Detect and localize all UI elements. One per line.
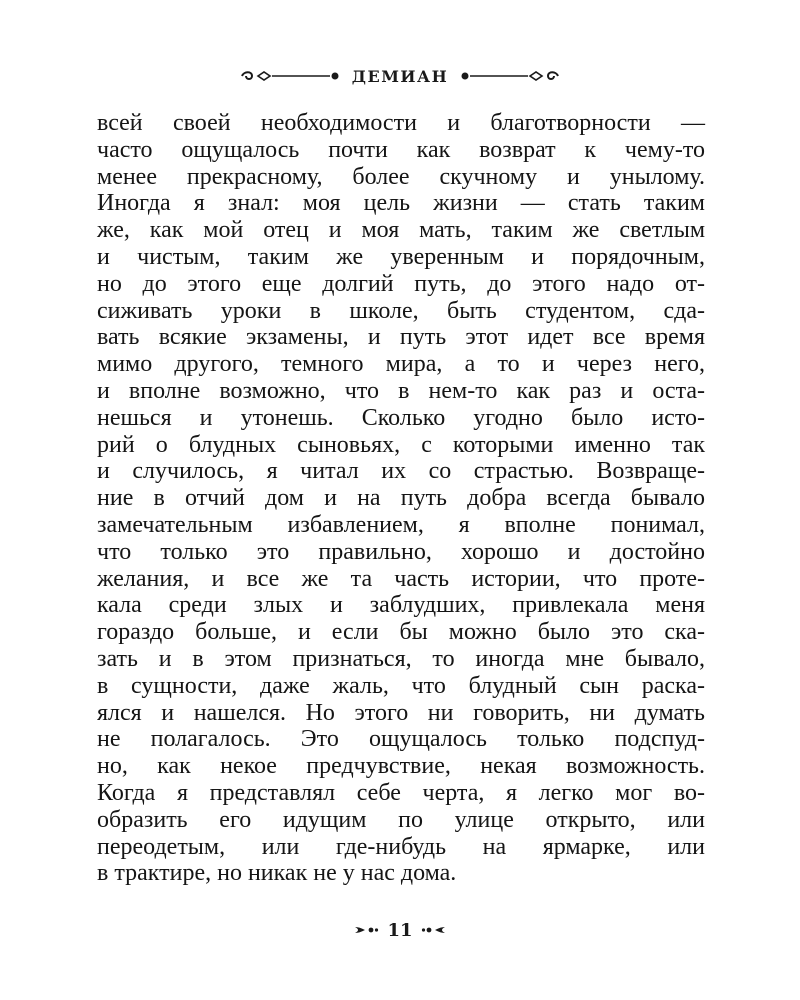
left-footer-ornament-icon <box>353 923 379 937</box>
text-line: и чистым, таким же уверенным и порядочным, <box>97 243 705 270</box>
text-line: сиживать уроки в школе, быть студентом, сда- <box>97 297 705 324</box>
text-line: ялся и нашелся. Но этого ни говорить, ни думать <box>97 699 705 726</box>
text-line: не полагалось. Это ощущалось только подспуд- <box>97 726 705 753</box>
page-number: 11 <box>387 919 413 941</box>
text-line: Иногда я знал: моя цель жизни — стать таким <box>97 190 705 217</box>
text-line: замечательным избавлением, я вполне понимал, <box>97 511 705 538</box>
text-line: менее прекрасному, более скучному и унылому. <box>97 163 705 190</box>
text-line: рий о блудных сыновьях, с которыми именно так <box>97 431 705 458</box>
text-line: и вполне возможно, что в нем-то как раз и оста- <box>97 377 705 404</box>
text-line: гораздо больше, и если бы можно было это ска- <box>97 619 705 646</box>
text-line: же, как мой отец и моя мать, таким же светлым <box>97 217 705 244</box>
text-line: всей своей необходимости и благотворности — <box>97 110 705 136</box>
text-line: нешься и утонешь. Сколько угодно было исто- <box>97 404 705 431</box>
text-line: Когда я представлял себе черта, я легко мог во- <box>97 779 705 806</box>
text-line: вать всякие экзамены, и путь этот идет все время <box>97 324 705 351</box>
text-line: но, как некое предчувствие, некая возможность. <box>97 753 705 780</box>
text-line: в сущности, даже жаль, что блудный сын раска- <box>97 672 705 699</box>
text-line: но до этого еще долгий путь, до этого надо от- <box>97 270 705 297</box>
body-text <box>97 110 705 887</box>
text-line: переодетым, или где-нибудь на ярмарке, или <box>97 833 705 860</box>
text-line: образить его идущим по улице открыто, или <box>97 806 705 833</box>
text-line: и случилось, я читал их со страстью. Возвраще- <box>97 458 705 485</box>
left-ornament-icon <box>240 69 340 83</box>
text-line: часто ощущалось почти как возврат к чему-то <box>97 136 705 163</box>
text-line: ние в отчий дом и на путь добра всегда бывало <box>97 485 705 512</box>
running-header <box>0 62 800 90</box>
text-line: что только это правильно, хорошо и достойно <box>97 538 705 565</box>
right-footer-ornament-icon <box>421 923 447 937</box>
text-line: желания, и все же та часть истории, что проте- <box>97 565 705 592</box>
text-line: кала среди злых и заблудших, привлекала меня <box>97 592 705 619</box>
text-line: в трактире, но никак не у нас дома. <box>97 860 457 887</box>
header-title: ДЕМИАН <box>351 66 449 86</box>
text-line: мимо другого, темного мира, а то и через него, <box>97 351 705 378</box>
page-footer <box>0 915 800 945</box>
right-ornament-icon <box>460 69 560 83</box>
text-line: зать и в этом признаться, то иногда мне бывало, <box>97 645 705 672</box>
